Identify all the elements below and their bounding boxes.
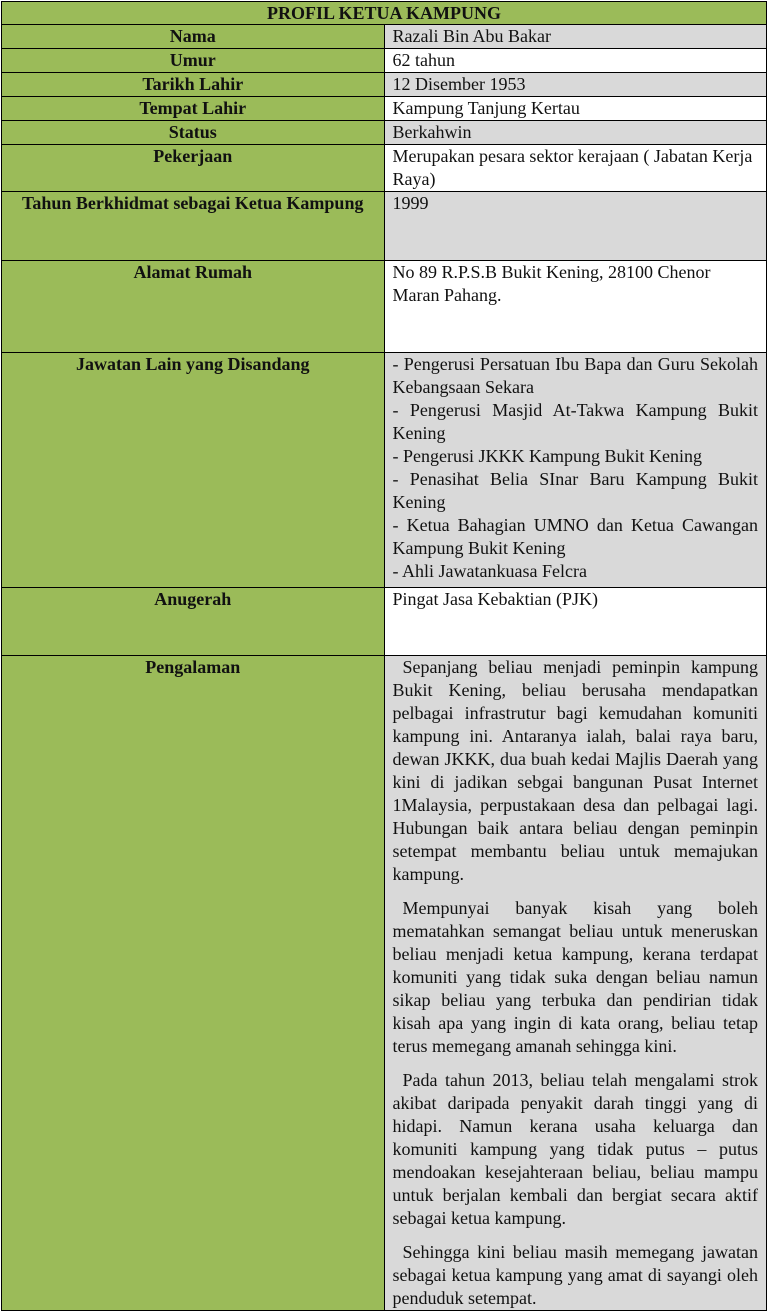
jawatan-item: - Penasihat Belia SInar Baru Kampung Bukit Kening [392, 469, 758, 512]
label-nama: Nama [2, 25, 385, 49]
label-pekerjaan: Pekerjaan [2, 145, 385, 192]
profile-table [1, 1, 767, 1311]
pengalaman-paragraph: Mempunyai banyak kisah yang boleh mematahkan semangat beliau untuk meneruskan beliau menjadi ketua kampung, kerana terdapat komuniti yang tidak suka dengan beliau namun sikap beliau yang terbuka dan pendirian tidak kisah apa yang ingin di kata orang, beliau tetap terus memegang amanah sehingga kini. [392, 898, 758, 1056]
label-anugerah: Anugerah [2, 588, 385, 656]
pengalaman-paragraph: Pada tahun 2013, beliau telah mengalami strok akibat daripada penyakit darah tinggi yang di hidapi. Namun kerana usaha keluarga dan komuniti kampung yang tidak putus – putus mendoakan kesejahteraan beliau, beliau mampu untuk berjalan kembali dan bergiat secara aktif sebagai ketua kampung. [392, 1070, 758, 1228]
value-pekerjaan: Merupakan pesara sektor kerajaan ( Jabatan Kerja Raya) [384, 145, 767, 192]
value-umur: 62 tahun [384, 49, 767, 73]
value-alamat: No 89 R.P.S.B Bukit Kening, 28100 Chenor Maran Pahang. [384, 261, 767, 353]
label-alamat: Alamat Rumah [2, 261, 385, 353]
label-jawatan: Jawatan Lain yang Disandang [2, 353, 385, 588]
value-anugerah: Pingat Jasa Kebaktian (PJK) [384, 588, 767, 656]
pengalaman-paragraph: Sehingga kini beliau masih memegang jawatan sebagai ketua kampung yang amat di sayangi oleh penduduk setempat. [392, 1242, 758, 1308]
label-tarikh-lahir: Tarikh Lahir [2, 73, 385, 97]
jawatan-item: - Pengerusi Persatuan Ibu Bapa dan Guru Sekolah Kebangsaan Sekara [392, 354, 758, 397]
page-title: PROFIL KETUA KAMPUNG [2, 2, 767, 25]
label-tahun-berkhidmat: Tahun Berkhidmat sebagai Ketua Kampung [2, 192, 385, 261]
jawatan-item: - Pengerusi Masjid At-Takwa Kampung Bukit Kening [392, 400, 758, 443]
value-jawatan [384, 353, 767, 588]
jawatan-item: - Ahli Jawatankuasa Felcra [392, 561, 587, 581]
pengalaman-paragraph: Sepanjang beliau menjadi peminpin kampung Bukit Kening, beliau berusaha mendapatkan pelbagai infrastrutur bagi kemudahan komuniti kampung ini. Antaranya ialah, balai raya baru, dewan JKKK, dua buah kedai Majlis Daerah yang kini di jadikan sebgai bangunan Pusat Internet 1Malaysia, perpustakaan desa dan pelbagai lagi. Hubungan baik antara beliau dengan peminpin setempat membantu beliau untuk memajukan kampung. [392, 657, 758, 884]
value-tempat-lahir: Kampung Tanjung Kertau [384, 97, 767, 121]
jawatan-item: - Pengerusi JKKK Kampung Bukit Kening [392, 446, 702, 466]
label-umur: Umur [2, 49, 385, 73]
value-tarikh-lahir: 12 Disember 1953 [384, 73, 767, 97]
label-tempat-lahir: Tempat Lahir [2, 97, 385, 121]
label-status: Status [2, 121, 385, 145]
label-pengalaman: Pengalaman [2, 656, 385, 1311]
value-status: Berkahwin [384, 121, 767, 145]
jawatan-item: - Ketua Bahagian UMNO dan Ketua Cawangan Kampung Bukit Kening [392, 515, 758, 558]
value-tahun-berkhidmat: 1999 [384, 192, 767, 261]
value-pengalaman [384, 656, 767, 1311]
value-nama: Razali Bin Abu Bakar [384, 25, 767, 49]
